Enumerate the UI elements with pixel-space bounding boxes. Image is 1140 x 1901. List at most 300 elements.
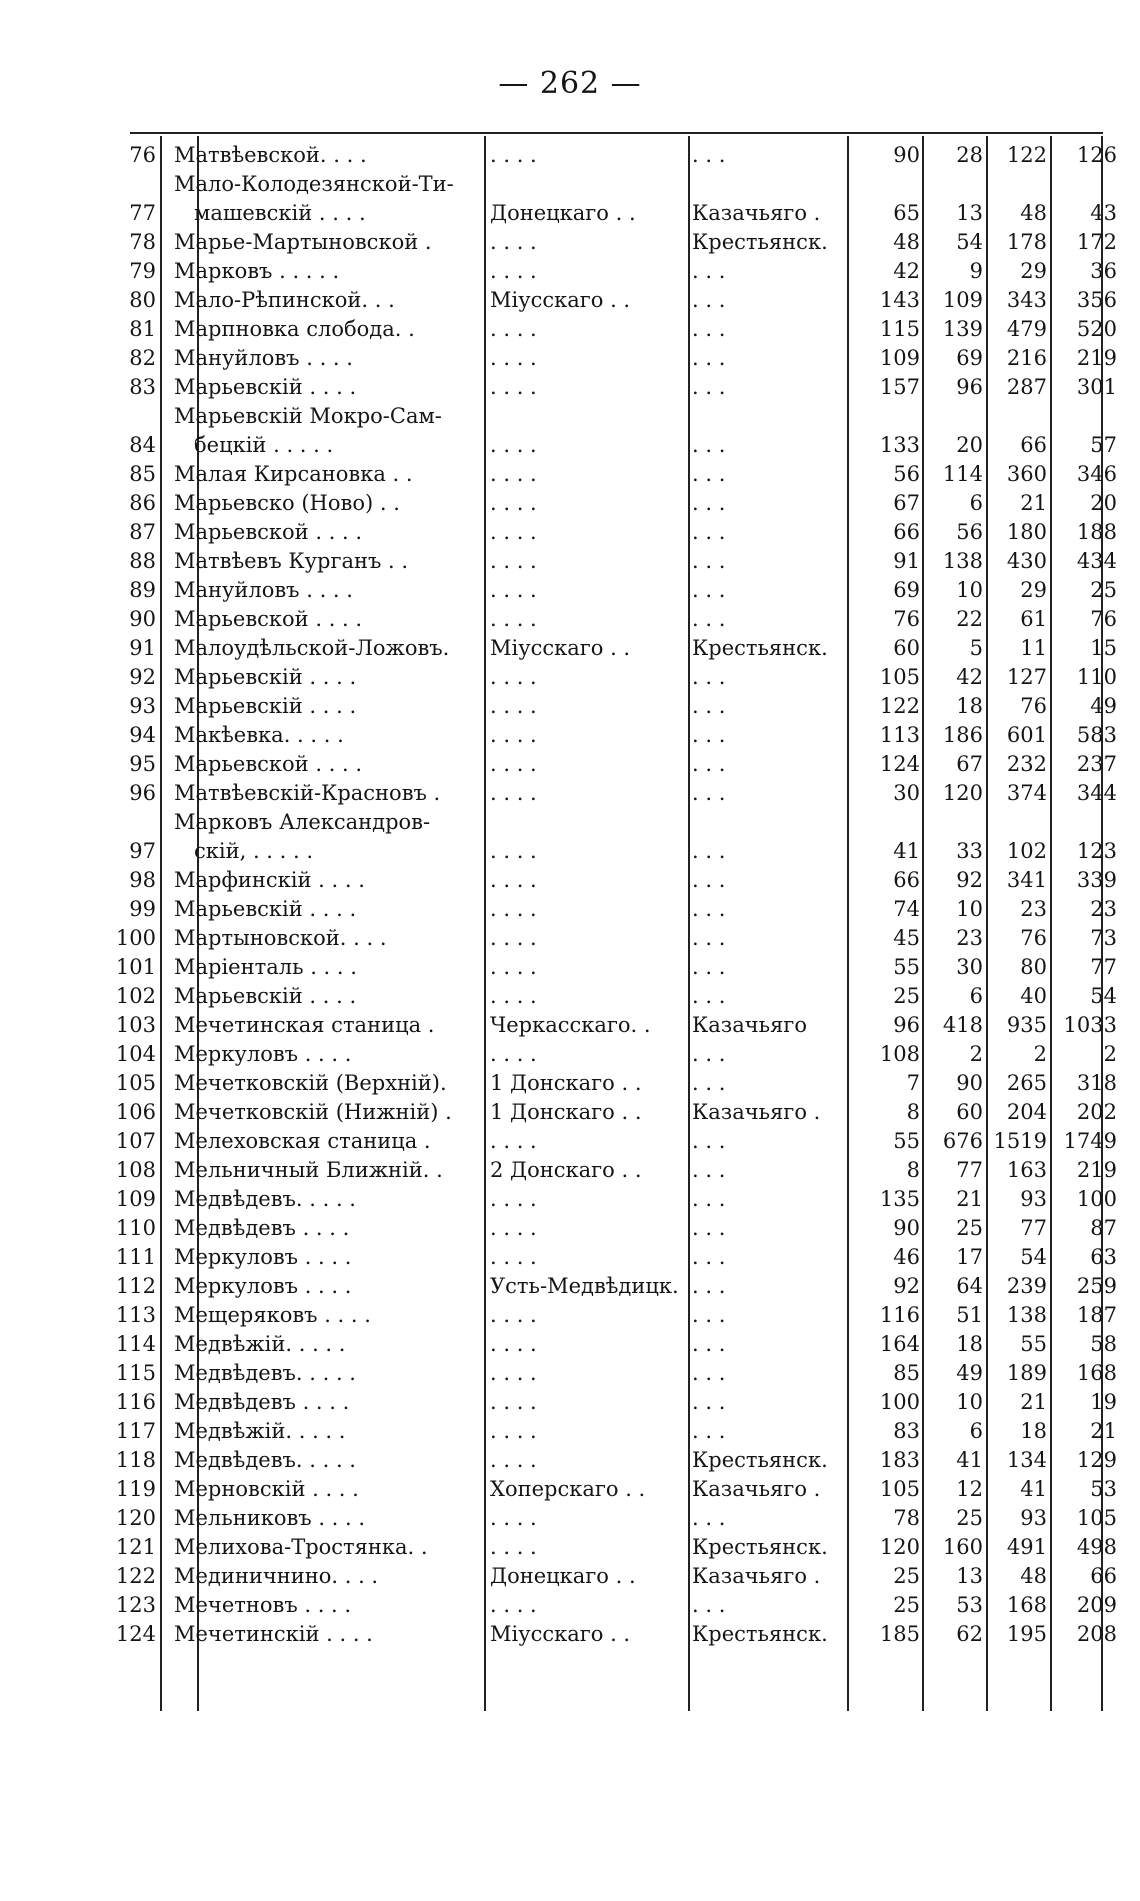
estate-class: . . . <box>692 1216 726 1240</box>
district: . . . . <box>490 1535 537 1559</box>
value-b: 29 <box>1020 259 1047 283</box>
settlement-name: Малоудѣльской-Ложовъ. <box>174 636 450 660</box>
district: Хоперскаго . . <box>490 1477 646 1501</box>
value-a: 2 <box>969 1042 983 1066</box>
estate-class: . . . <box>692 1129 726 1153</box>
value-households: 90 <box>893 143 920 167</box>
value-b: 2 <box>1033 1042 1047 1066</box>
district: . . . . <box>490 1303 537 1327</box>
district: . . . . <box>490 491 537 515</box>
table-row <box>129 461 1117 490</box>
value-c: 110 <box>1076 665 1117 689</box>
estate-class: . . . <box>692 1158 726 1182</box>
value-households: 25 <box>893 1593 920 1617</box>
table-row <box>115 1157 1117 1186</box>
row-number: 123 <box>115 1593 156 1617</box>
estate-class: . . . <box>692 1506 726 1530</box>
estate-class: Казачьяго . <box>692 1477 821 1501</box>
table-top-rule <box>130 132 1103 134</box>
value-b: 374 <box>1006 781 1047 805</box>
value-a: 49 <box>956 1361 983 1385</box>
value-c: 346 <box>1076 462 1117 486</box>
estate-class: . . . <box>692 1245 726 1269</box>
district: . . . . <box>490 1129 537 1153</box>
district: . . . . <box>490 1506 537 1530</box>
value-households: 42 <box>893 259 920 283</box>
value-households: 185 <box>879 1622 920 1646</box>
value-a: 42 <box>956 665 983 689</box>
row-number: 114 <box>115 1332 156 1356</box>
row-number: 80 <box>129 288 156 312</box>
value-b: 232 <box>1006 752 1047 776</box>
estate-class: . . . <box>692 462 726 486</box>
value-c: 49 <box>1090 694 1117 718</box>
value-b: 479 <box>1006 317 1047 341</box>
table-row <box>129 403 1117 461</box>
district: Черкасскаго. . <box>490 1013 651 1037</box>
settlement-name: Мелихова-Тростянка. . <box>174 1535 428 1559</box>
settlement-name: Марьевскій . . . . <box>174 375 357 399</box>
value-b: 265 <box>1006 1071 1047 1095</box>
value-households: 67 <box>893 491 920 515</box>
value-a: 109 <box>942 288 983 312</box>
value-a: 53 <box>956 1593 983 1617</box>
value-households: 83 <box>893 1419 920 1443</box>
settlement-name: Марьевскій Мокро-Сам- <box>174 404 442 428</box>
value-c: 237 <box>1076 752 1117 776</box>
district: . . . . <box>490 984 537 1008</box>
estate-class: Крестьянск. <box>692 1622 828 1646</box>
estate-class: Казачьяго . <box>692 1564 821 1588</box>
district: . . . . <box>490 433 537 457</box>
estate-class: Крестьянск. <box>692 1448 828 1472</box>
district: . . . . <box>490 723 537 747</box>
value-b: 55 <box>1020 1332 1047 1356</box>
value-b: 61 <box>1020 607 1047 631</box>
settlement-name: Марьевскій . . . . <box>174 665 357 689</box>
district: . . . . <box>490 1593 537 1617</box>
district: . . . . <box>490 549 537 573</box>
settlement-name: Медвѣдевъ. . . . . <box>174 1448 356 1472</box>
value-b: 195 <box>1006 1622 1047 1646</box>
district: . . . . <box>490 230 537 254</box>
value-households: 66 <box>893 520 920 544</box>
value-a: 6 <box>969 984 983 1008</box>
value-c: 129 <box>1076 1448 1117 1472</box>
value-a: 138 <box>942 549 983 573</box>
district: . . . . <box>490 578 537 602</box>
value-c: 66 <box>1090 1564 1117 1588</box>
row-number: 105 <box>115 1071 156 1095</box>
table-row <box>129 258 1117 287</box>
table-row <box>129 142 1117 171</box>
value-households: 55 <box>893 955 920 979</box>
value-c: 209 <box>1076 1593 1117 1617</box>
row-number: 79 <box>129 259 156 283</box>
district: . . . . <box>490 462 537 486</box>
value-households: 7 <box>906 1071 920 1095</box>
district: 2 Донскаго . . <box>490 1158 642 1182</box>
value-c: 43 <box>1090 201 1117 225</box>
estate-class: . . . <box>692 346 726 370</box>
table-row <box>129 519 1117 548</box>
value-b: 287 <box>1006 375 1047 399</box>
row-number: 77 <box>129 201 156 225</box>
estate-class: . . . <box>692 1390 726 1414</box>
row-number: 93 <box>129 694 156 718</box>
value-b: 41 <box>1020 1477 1047 1501</box>
value-households: 41 <box>893 839 920 863</box>
settlement-name: Медвѣдевъ . . . . <box>174 1216 350 1240</box>
table-row <box>115 1505 1117 1534</box>
estate-class: . . . <box>692 868 726 892</box>
settlement-name: Марьевскій . . . . <box>174 694 357 718</box>
district: . . . . <box>490 1216 537 1240</box>
value-c: 208 <box>1076 1622 1117 1646</box>
value-households: 157 <box>879 375 920 399</box>
settlement-name: Меркуловъ . . . . <box>174 1042 352 1066</box>
value-a: 41 <box>956 1448 983 1472</box>
value-b: 239 <box>1006 1274 1047 1298</box>
value-a: 25 <box>956 1506 983 1530</box>
district: . . . . <box>490 1448 537 1472</box>
value-households: 69 <box>893 578 920 602</box>
value-c: 219 <box>1076 346 1117 370</box>
table-row <box>129 490 1117 519</box>
row-number: 109 <box>115 1187 156 1211</box>
estate-class: . . . <box>692 926 726 950</box>
settlement-name: Марьевской . . . . <box>174 752 363 776</box>
table-row <box>115 954 1117 983</box>
district: . . . . <box>490 1187 537 1211</box>
estate-class: Крестьянск. <box>692 636 828 660</box>
value-b: 76 <box>1020 926 1047 950</box>
value-a: 62 <box>956 1622 983 1646</box>
value-households: 105 <box>879 1477 920 1501</box>
table-row <box>115 1099 1117 1128</box>
row-number: 115 <box>115 1361 156 1385</box>
settlement-name: Марковъ Александров- <box>174 810 431 834</box>
settlement-name-continued: машевскій . . . . <box>194 201 366 225</box>
row-number: 78 <box>129 230 156 254</box>
settlement-name: Мелеховская станица . <box>174 1129 431 1153</box>
value-households: 113 <box>879 723 920 747</box>
estate-class: . . . <box>692 433 726 457</box>
value-b: 93 <box>1020 1187 1047 1211</box>
table-row <box>115 983 1117 1012</box>
value-b: 11 <box>1020 636 1047 660</box>
row-number: 108 <box>115 1158 156 1182</box>
settlement-name: Малая Кирсановка . . <box>174 462 413 486</box>
value-b: 491 <box>1006 1535 1047 1559</box>
value-b: 343 <box>1006 288 1047 312</box>
settlement-name: Мечетковскій (Нижній) . <box>174 1100 452 1124</box>
value-c: 202 <box>1076 1100 1117 1124</box>
value-households: 120 <box>879 1535 920 1559</box>
row-number: 107 <box>115 1129 156 1153</box>
district: Усть-Медвѣдицк. <box>490 1274 679 1298</box>
value-households: 74 <box>893 897 920 921</box>
row-number: 95 <box>129 752 156 776</box>
district: . . . . <box>490 926 537 950</box>
value-households: 65 <box>893 201 920 225</box>
value-a: 10 <box>956 1390 983 1414</box>
value-c: 301 <box>1076 375 1117 399</box>
estate-class: . . . <box>692 143 726 167</box>
row-number: 89 <box>129 578 156 602</box>
district: . . . . <box>490 897 537 921</box>
table-row <box>129 809 1117 867</box>
settlement-name: Марпновка слобода. . <box>174 317 415 341</box>
value-a: 33 <box>956 839 983 863</box>
value-households: 135 <box>879 1187 920 1211</box>
row-number: 121 <box>115 1535 156 1559</box>
table-row <box>129 577 1117 606</box>
row-number: 88 <box>129 549 156 573</box>
value-c: 76 <box>1090 607 1117 631</box>
value-households: 143 <box>879 288 920 312</box>
table-row <box>129 287 1117 316</box>
table-row <box>115 1360 1117 1389</box>
value-households: 8 <box>906 1100 920 1124</box>
row-number: 100 <box>115 926 156 950</box>
settlement-name: Меркуловъ . . . . <box>174 1274 352 1298</box>
value-a: 54 <box>956 230 983 254</box>
district: . . . . <box>490 752 537 776</box>
value-b: 21 <box>1020 491 1047 515</box>
table-row <box>115 1215 1117 1244</box>
row-number: 101 <box>115 955 156 979</box>
page-number: — 262 — <box>498 66 642 101</box>
value-b: 180 <box>1006 520 1047 544</box>
table-row <box>115 1592 1117 1621</box>
value-c: 36 <box>1090 259 1117 283</box>
row-number: 119 <box>115 1477 156 1501</box>
value-b: 48 <box>1020 1564 1047 1588</box>
estate-class: . . . <box>692 317 726 341</box>
estate-class: . . . <box>692 578 726 602</box>
value-households: 78 <box>893 1506 920 1530</box>
value-a: 5 <box>969 636 983 660</box>
table-row <box>115 1244 1117 1273</box>
value-c: 168 <box>1076 1361 1117 1385</box>
value-households: 100 <box>879 1390 920 1414</box>
value-households: 124 <box>879 752 920 776</box>
settlement-name: Меркуловъ . . . . <box>174 1245 352 1269</box>
value-c: 259 <box>1076 1274 1117 1298</box>
value-c: 21 <box>1090 1419 1117 1443</box>
value-c: 434 <box>1076 549 1117 573</box>
value-a: 120 <box>942 781 983 805</box>
value-c: 63 <box>1090 1245 1117 1269</box>
district: . . . . <box>490 955 537 979</box>
settlement-name: Маріенталь . . . . <box>174 955 357 979</box>
row-number: 76 <box>129 143 156 167</box>
value-b: 204 <box>1006 1100 1047 1124</box>
row-number: 82 <box>129 346 156 370</box>
value-b: 168 <box>1006 1593 1047 1617</box>
settlement-name-continued: бецкій . . . . . <box>194 433 334 457</box>
value-households: 30 <box>893 781 920 805</box>
value-a: 6 <box>969 491 983 515</box>
value-a: 9 <box>969 259 983 283</box>
value-c: 219 <box>1076 1158 1117 1182</box>
row-number: 116 <box>115 1390 156 1414</box>
value-b: 54 <box>1020 1245 1047 1269</box>
value-a: 56 <box>956 520 983 544</box>
value-c: 1749 <box>1063 1129 1117 1153</box>
value-a: 13 <box>956 201 983 225</box>
district: . . . . <box>490 259 537 283</box>
value-b: 93 <box>1020 1506 1047 1530</box>
district: . . . . <box>490 346 537 370</box>
table-row <box>115 1128 1117 1157</box>
district: Міусскаго . . <box>490 636 631 660</box>
district: . . . . <box>490 607 537 631</box>
value-households: 85 <box>893 1361 920 1385</box>
value-c: 58 <box>1090 1332 1117 1356</box>
value-b: 76 <box>1020 694 1047 718</box>
value-c: 77 <box>1090 955 1117 979</box>
value-c: 23 <box>1090 897 1117 921</box>
value-a: 21 <box>956 1187 983 1211</box>
estate-class: . . . <box>692 1274 726 1298</box>
settlement-name: Марьевскій . . . . <box>174 897 357 921</box>
settlement-name: Медвѣжій. . . . . <box>174 1419 346 1443</box>
value-a: 96 <box>956 375 983 399</box>
district: . . . . <box>490 665 537 689</box>
row-number: 87 <box>129 520 156 544</box>
district: 1 Донскаго . . <box>490 1071 642 1095</box>
row-number: 122 <box>115 1564 156 1588</box>
estate-class: . . . <box>692 839 726 863</box>
district: . . . . <box>490 781 537 805</box>
value-households: 60 <box>893 636 920 660</box>
row-number: 104 <box>115 1042 156 1066</box>
value-a: 10 <box>956 578 983 602</box>
value-c: 123 <box>1076 839 1117 863</box>
value-households: 92 <box>893 1274 920 1298</box>
value-c: 356 <box>1076 288 1117 312</box>
value-a: 60 <box>956 1100 983 1124</box>
estate-class: Казачьяго <box>692 1013 807 1037</box>
district: . . . . <box>490 1245 537 1269</box>
value-b: 29 <box>1020 578 1047 602</box>
value-c: 87 <box>1090 1216 1117 1240</box>
value-b: 360 <box>1006 462 1047 486</box>
value-households: 183 <box>879 1448 920 1472</box>
value-a: 12 <box>956 1477 983 1501</box>
value-households: 108 <box>879 1042 920 1066</box>
value-a: 64 <box>956 1274 983 1298</box>
value-c: 172 <box>1076 230 1117 254</box>
value-b: 127 <box>1006 665 1047 689</box>
value-a: 90 <box>956 1071 983 1095</box>
estate-class: . . . <box>692 1332 726 1356</box>
value-b: 40 <box>1020 984 1047 1008</box>
value-a: 30 <box>956 955 983 979</box>
value-b: 1519 <box>993 1129 1047 1153</box>
value-c: 100 <box>1076 1187 1117 1211</box>
settlement-name: Марьевско (Ново) . . <box>174 491 400 515</box>
row-number: 94 <box>129 723 156 747</box>
estate-class: . . . <box>692 897 726 921</box>
value-b: 102 <box>1006 839 1047 863</box>
value-households: 25 <box>893 984 920 1008</box>
estate-class: . . . <box>692 1071 726 1095</box>
value-a: 6 <box>969 1419 983 1443</box>
value-a: 13 <box>956 1564 983 1588</box>
estate-class: . . . <box>692 607 726 631</box>
table-row <box>129 229 1117 258</box>
estate-class: . . . <box>692 549 726 573</box>
estate-class: . . . <box>692 781 726 805</box>
settlement-name: Мало-Рѣпинской. . . <box>174 288 395 312</box>
value-b: 80 <box>1020 955 1047 979</box>
settlement-name: Мединичнино. . . . <box>174 1564 379 1588</box>
value-c: 188 <box>1076 520 1117 544</box>
estate-class: . . . <box>692 1042 726 1066</box>
estate-class: . . . <box>692 723 726 747</box>
value-a: 139 <box>942 317 983 341</box>
table-row <box>129 751 1117 780</box>
value-c: 20 <box>1090 491 1117 515</box>
value-c: 54 <box>1090 984 1117 1008</box>
row-number: 81 <box>129 317 156 341</box>
district: . . . . <box>490 1390 537 1414</box>
settlement-name: Мечетновъ . . . . <box>174 1593 352 1617</box>
settlement-name: Мечетинскій . . . . <box>174 1622 373 1646</box>
row-number: 120 <box>115 1506 156 1530</box>
district: . . . . <box>490 1361 537 1385</box>
settlement-name: Мечетковскій (Верхній). <box>174 1071 447 1095</box>
table-row <box>115 1041 1117 1070</box>
table-row <box>129 693 1117 722</box>
value-b: 122 <box>1006 143 1047 167</box>
estate-class: . . . <box>692 694 726 718</box>
value-households: 46 <box>893 1245 920 1269</box>
settlement-name: Медвѣжій. . . . . <box>174 1332 346 1356</box>
value-b: 134 <box>1006 1448 1047 1472</box>
row-number: 111 <box>115 1245 156 1269</box>
value-households: 116 <box>879 1303 920 1327</box>
value-b: 935 <box>1006 1013 1047 1037</box>
value-c: 187 <box>1076 1303 1117 1327</box>
table-row <box>129 664 1117 693</box>
row-number: 99 <box>129 897 156 921</box>
row-number: 90 <box>129 607 156 631</box>
row-number: 117 <box>115 1419 156 1443</box>
value-a: 51 <box>956 1303 983 1327</box>
estate-class: . . . <box>692 1593 726 1617</box>
value-a: 18 <box>956 1332 983 1356</box>
estate-class: . . . <box>692 491 726 515</box>
value-households: 91 <box>893 549 920 573</box>
table-row <box>115 1447 1117 1476</box>
district: . . . . <box>490 694 537 718</box>
value-c: 498 <box>1076 1535 1117 1559</box>
settlement-name: Марковъ . . . . . <box>174 259 340 283</box>
row-number: 98 <box>129 868 156 892</box>
value-c: 2 <box>1103 1042 1117 1066</box>
settlement-name: Мельниковъ . . . . <box>174 1506 366 1530</box>
value-b: 216 <box>1006 346 1047 370</box>
table-row <box>129 316 1117 345</box>
estate-class: . . . <box>692 984 726 1008</box>
district: . . . . <box>490 1332 537 1356</box>
value-households: 115 <box>879 317 920 341</box>
table-row <box>129 896 1117 925</box>
